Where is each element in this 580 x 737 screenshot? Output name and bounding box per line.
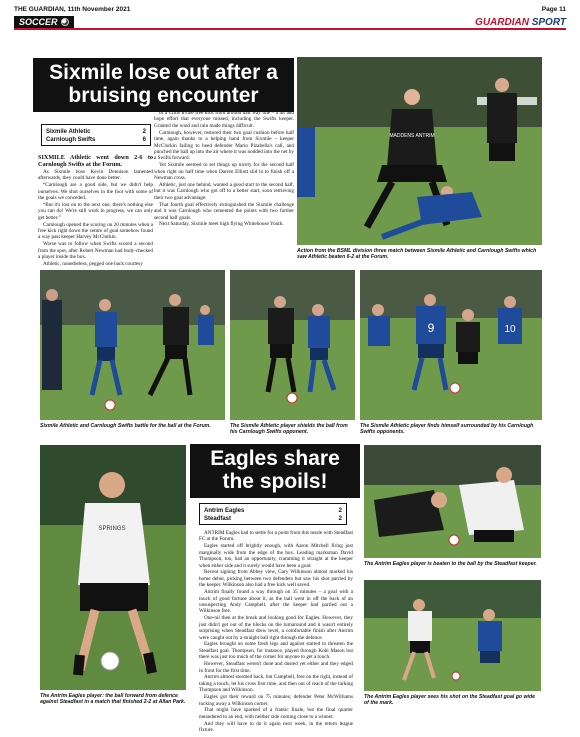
photo-caption: The Antrim Eagles player sees his shot on the Steadfast goal go wide of the mark. (364, 694, 536, 707)
shirt-number: 10 (504, 324, 516, 335)
article2-headline: Eagles share the spoils! (190, 444, 360, 498)
score-row: Antrim Eagles 2 (204, 508, 342, 514)
article2-scorebox (199, 503, 347, 525)
score-row: Steadfast 2 (204, 516, 342, 522)
photo-caption: The Sixmile Athletic player shields the ball from his Carnlough Swifts opponent. (230, 423, 348, 436)
match-photo-3 (230, 270, 355, 420)
page-number: Page 11 (541, 6, 566, 13)
paragraph: However, Steadfast weren't done and dusted yet either and they edged in front for the first time. (199, 661, 353, 674)
paragraph: “Carnlough are a good side, but we didn't help ourselves. We shot ourselves in the foot with some of the goals we conceded. (38, 182, 153, 202)
football-icon (61, 18, 69, 26)
shirt-number: 9 (427, 321, 435, 335)
shirt-sponsor: MADDENS ANTRIM (389, 133, 435, 139)
match-photo-4 (360, 270, 542, 420)
article1-column1 (38, 154, 153, 268)
photo-caption: The Sixmile Athletic player finds himself surrounded by his Carnlough Swifts opponents. (360, 423, 534, 436)
paragraph: Recent signing from Abbey view, Gary Wilkinson almost marked his home debut, picking between two defenders but saw his shot parried by the keeper. Wilkinson also had a free kick well saved. (199, 569, 353, 589)
page-header (14, 6, 566, 16)
paragraph: And they will have to do it again next week, in the return league fixture. (199, 720, 353, 734)
score-row: Sixmile Athletic 2 (46, 129, 146, 135)
paragraph: One-nil then at the break and looking good for Eagles. However, they just didn't get out of the blocks on the turnaround and it wasn't entirely surprising when Steadfast drew level, a comfortable finish after Antrim were caught out by a straight ball right through the defence. (199, 615, 353, 641)
paragraph: As Sixmile boss Kevin Dennison lamented afterwards, they could have done better. (38, 168, 153, 182)
paragraph: Athletic, nonetheless, pegged one back courtesy (43, 261, 143, 268)
article1-headline: Sixmile lose out after a bruising encounter (33, 58, 294, 112)
paragraph: of a Chris Irvine free kick from around half way line – a hit and hope effort that everyone missed, including the Swifts keeper. Granted the wind and rain made things difficult. (154, 110, 294, 129)
brand-logo: GUARDIAN SPORT (475, 16, 566, 28)
match-photo-5 (40, 445, 186, 690)
article1-scorebox (41, 124, 151, 146)
paragraph: Carnlough opened the scoring on 20 minutes when a free kick right down the centre of goal somehow found a way past keeper Harvey McClurkin. (38, 221, 153, 241)
match-photo-6 (364, 445, 541, 558)
paragraph: Worse was to follow when Swifts scored a second from the spot, after Robert Newman had body-checked a player inside the box. (38, 241, 153, 261)
match-photo-1 (297, 57, 542, 245)
shirt-sponsor: SPRINGS (98, 526, 126, 532)
photo-caption: Sixmile Athletic and Carnlough Swifts battle for the ball at the Forum. (40, 423, 211, 429)
paragraph: “But it's lost on to the next one, there's nothing else you can do! We're still work in progress, we can only get better.” (38, 201, 153, 221)
paragraph: Antrim almost stormed back, but Campbell, free on the right, instead of taking a touch, let his cross first time, and then out of reach of the lurking Thompson and Wilkinson. (199, 674, 353, 694)
paragraph: Athletic, just one behind, wanted a good start to the second half, but it was Carnlough who got off to a better start, soon retrieving their two goal advantage. (154, 181, 294, 201)
paragraph: SIXMILE Athletic went down 2-6 to Carnlough Swifts at the Forum. (38, 154, 153, 169)
paragraph: Antrim finally found a way through on 35 minutes – a goal with a touch of good fortune about it, as the ball went in off the back of an unsuspecting Andy Campbell, after the keeper had parried out a Wilkinson free. (199, 589, 353, 615)
score-row: Carnlough Swifts 6 (46, 137, 146, 143)
paragraph: Next Saturday, Sixmile meet high flying Whitehouse Youth. (159, 221, 284, 228)
paper-date: THE GUARDIAN, 11th November 2021 (14, 6, 131, 13)
paragraph: Eagles got their reward on 75 minutes; defender Peter McWilliams tucking away a Wilkinson corner. (199, 694, 353, 707)
photo-caption: Action from the BSML division three match between Sixmile Athletic and Carnlough Swifts which saw Athletic beaten 6-2 at the Forum. (297, 248, 537, 261)
paragraph: That might have sparked of a frantic finale, but the final quarter meandered to an end, with neither side coming close to a winner. (199, 707, 353, 720)
match-photo-2 (40, 270, 225, 420)
paragraph: ANTRIM Eagles had to settle for a point from this tussle with Steadfast FC at the Forum. (199, 530, 353, 543)
paragraph: Carnlough, however, restored their two goal cushion before half time, again thanks to a helping hand from Sixmile – keeper McClurkin failing to heed defender Mario Pizabella's call, and punched the ball up into the air where it was nodded into the net by a Swifts forward. (154, 129, 294, 162)
photo-caption: The Antrim Eagles player is beaten to the ball by the Steadfast keeper. (364, 561, 537, 567)
photo-caption: The Antrim Eagles player: the ball forward from defence against Steadfast in a match that finished 2-2 at Allan Park. (40, 693, 186, 706)
match-photo-7 (364, 580, 541, 691)
section-label: SOCCER (14, 16, 74, 28)
paragraph: Eagles brought on some fresh legs and against started to threaten the Steadfast goal. Thompson, for instance, played through Kobi Mason but there was just too much of the corner for anyone to get a touch. (199, 641, 353, 661)
paragraph: That fourth goal effectively extinguished the Sixmile challenge and it was Carnlough who cemented the points with two further second half goals. (154, 201, 294, 221)
section-bar (14, 16, 566, 30)
paragraph: Yet Sixmile seemed to set things up nicely for the second half when right on half time when Darren Elliott slid in to finish off a Newman cross. (154, 162, 294, 182)
article1-column2 (154, 110, 294, 263)
paragraph: Eagles started off brightly enough, with Aaron Mitchell firing just marginally wide from the edge of the box. Leading marksman David Thompson, too, had an opportunity, cramming it straight at the keeper when either side and it surely would have been a goal. (199, 543, 353, 569)
article2-body (199, 530, 353, 734)
